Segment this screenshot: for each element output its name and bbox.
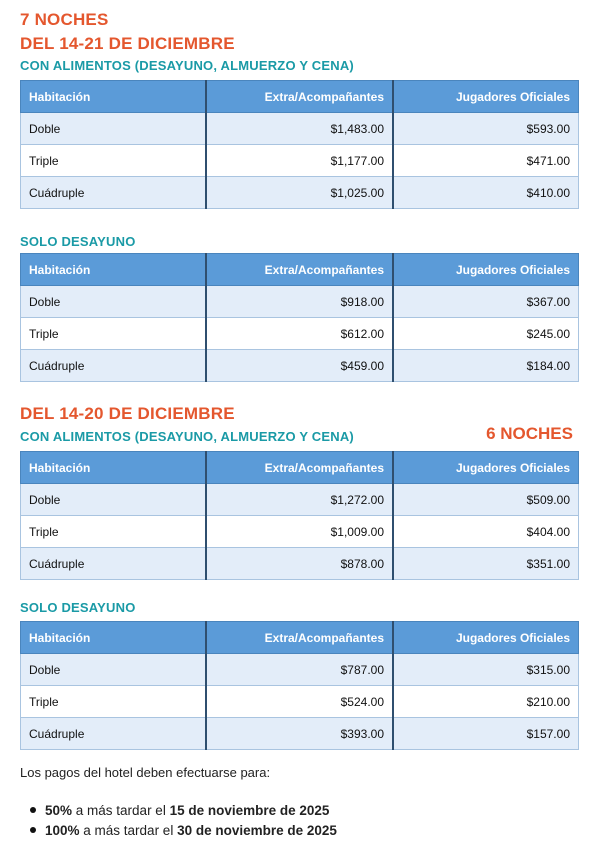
player-price: $593.00 — [393, 113, 578, 145]
room-type: Triple — [21, 318, 206, 350]
room-type: Doble — [21, 484, 206, 516]
col-header-room: Habitación — [21, 254, 206, 286]
nights-title-7: 7 NOCHES — [20, 10, 109, 29]
player-price: $351.00 — [393, 548, 578, 580]
extra-price: $524.00 — [206, 686, 393, 718]
bullet-icon — [30, 827, 36, 833]
col-header-extra: Extra/Acompañantes — [206, 81, 393, 113]
rates-table-7-breakfast — [20, 253, 579, 382]
rates-table-7-full — [20, 80, 579, 209]
extra-price: $1,009.00 — [206, 516, 393, 548]
player-price: $184.00 — [393, 350, 578, 382]
player-price: $367.00 — [393, 286, 578, 318]
payment-percent: 50% — [45, 803, 73, 818]
extra-price: $1,483.00 — [206, 113, 393, 145]
table-row — [21, 318, 579, 350]
table-row — [21, 654, 579, 686]
col-header-extra: Extra/Acompañantes — [206, 622, 393, 654]
extra-price: $612.00 — [206, 318, 393, 350]
payment-percent: 100% — [45, 823, 80, 838]
player-price: $245.00 — [393, 318, 578, 350]
col-header-extra: Extra/Acompañantes — [206, 254, 393, 286]
col-header-room: Habitación — [21, 622, 206, 654]
meal-plan-full-6: CON ALIMENTOS (DESAYUNO, ALMUERZO Y CENA) — [20, 429, 354, 444]
extra-price: $1,272.00 — [206, 484, 393, 516]
room-type: Triple — [21, 516, 206, 548]
table-row — [21, 350, 579, 382]
extra-price: $878.00 — [206, 548, 393, 580]
extra-price: $1,025.00 — [206, 177, 393, 209]
meal-plan-full-7: CON ALIMENTOS (DESAYUNO, ALMUERZO Y CENA) — [20, 58, 354, 73]
list-item — [30, 821, 430, 841]
room-type: Cuádruple — [21, 548, 206, 580]
table-row — [21, 686, 579, 718]
room-type: Doble — [21, 286, 206, 318]
col-header-players: Jugadores Oficiales — [393, 622, 578, 654]
table-row — [21, 548, 579, 580]
payment-intro: Los pagos del hotel deben efectuarse para: — [20, 765, 271, 780]
rates-table-6-breakfast — [20, 621, 579, 750]
payment-info — [20, 765, 337, 838]
table-row — [21, 286, 579, 318]
room-type: Doble — [21, 654, 206, 686]
extra-price: $1,177.00 — [206, 145, 393, 177]
player-price: $471.00 — [393, 145, 578, 177]
payment-date: 30 de noviembre de 2025 — [177, 823, 337, 838]
table-header-row — [21, 81, 579, 113]
dates-title-14-20: DEL 14-20 DE DICIEMBRE — [20, 404, 235, 423]
col-header-players: Jugadores Oficiales — [393, 81, 578, 113]
col-header-players: Jugadores Oficiales — [393, 452, 578, 484]
player-price: $210.00 — [393, 686, 578, 718]
col-header-room: Habitación — [21, 452, 206, 484]
meal-plan-breakfast-7: SOLO DESAYUNO — [20, 234, 136, 249]
payment-date: 15 de noviembre de 2025 — [169, 803, 330, 818]
col-header-players: Jugadores Oficiales — [393, 254, 578, 286]
player-price: $410.00 — [393, 177, 578, 209]
table-header-row — [21, 254, 579, 286]
table-row — [21, 113, 579, 145]
payment-text: a más tardar el — [72, 803, 170, 818]
table-header-row — [21, 622, 579, 654]
player-price: $404.00 — [393, 516, 578, 548]
room-type: Triple — [21, 686, 206, 718]
room-type: Cuádruple — [21, 718, 206, 750]
room-type: Doble — [21, 113, 206, 145]
payment-text: a más tardar el — [79, 823, 178, 838]
table-row — [21, 177, 579, 209]
extra-price: $787.00 — [206, 654, 393, 686]
list-item — [30, 801, 430, 821]
extra-price: $459.00 — [206, 350, 393, 382]
room-type: Cuádruple — [21, 177, 206, 209]
extra-price: $393.00 — [206, 718, 393, 750]
player-price: $157.00 — [393, 718, 578, 750]
player-price: $509.00 — [393, 484, 578, 516]
col-header-extra: Extra/Acompañantes — [206, 452, 393, 484]
table-header-row — [21, 452, 579, 484]
room-type: Triple — [21, 145, 206, 177]
meal-plan-breakfast-6: SOLO DESAYUNO — [20, 600, 136, 615]
payment-list — [30, 801, 430, 841]
room-type: Cuádruple — [21, 350, 206, 382]
table-row — [21, 484, 579, 516]
col-header-room: Habitación — [21, 81, 206, 113]
player-price: $315.00 — [393, 654, 578, 686]
bullet-icon — [30, 807, 36, 813]
dates-title-14-21: DEL 14-21 DE DICIEMBRE — [20, 34, 235, 53]
table-row — [21, 718, 579, 750]
table-row — [21, 516, 579, 548]
extra-price: $918.00 — [206, 286, 393, 318]
table-row — [21, 145, 579, 177]
rates-table-6-full — [20, 451, 579, 580]
nights-title-6: 6 NOCHES — [486, 424, 573, 443]
